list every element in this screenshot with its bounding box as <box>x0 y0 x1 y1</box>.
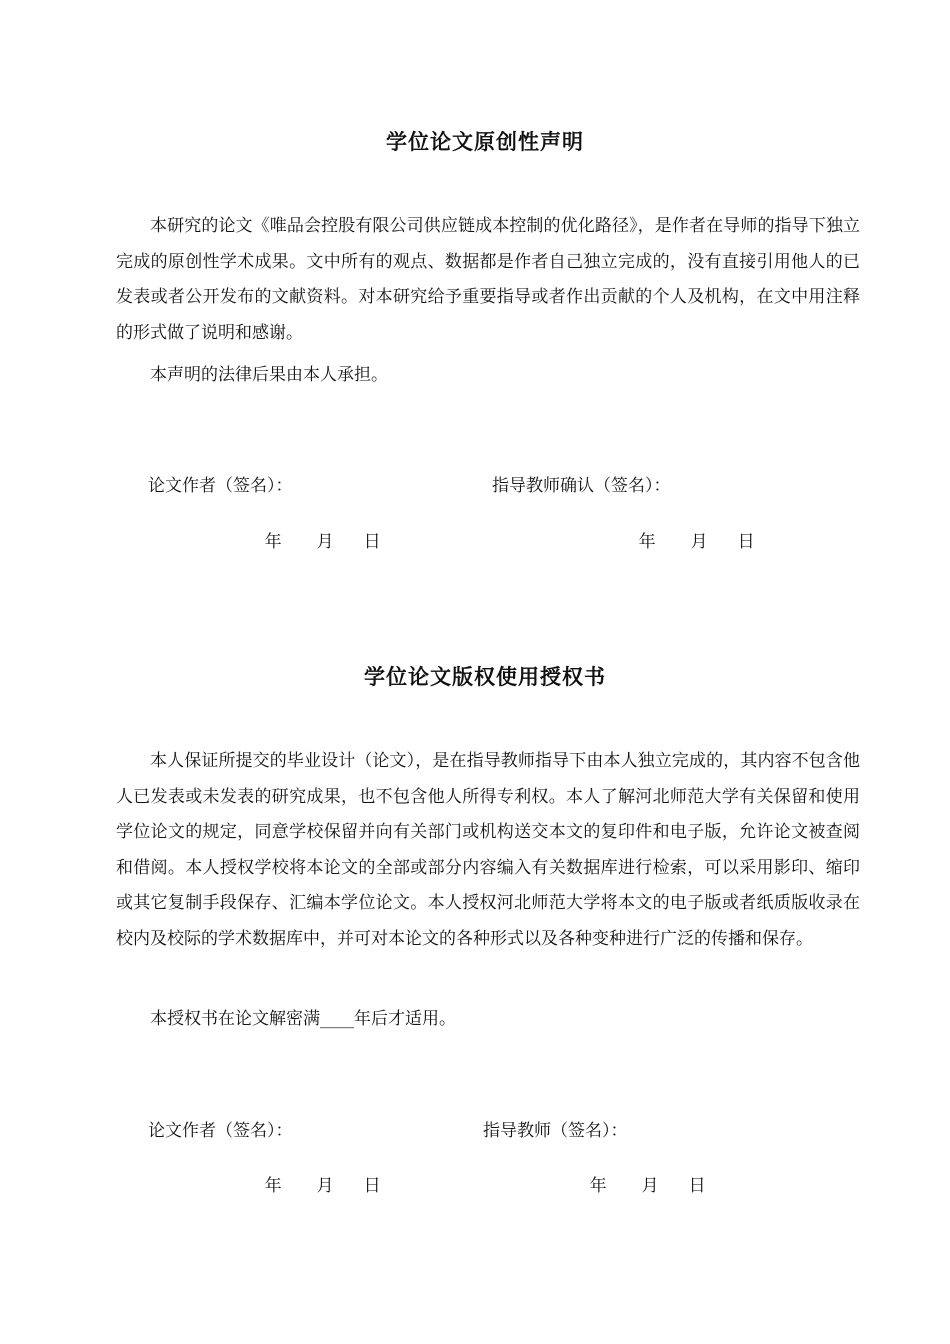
declaration-advisor-date <box>617 507 755 572</box>
declaration-title: 学位论文原创性声明 <box>386 130 584 154</box>
date-month: 月 <box>641 1176 659 1196</box>
date-month: 月 <box>316 532 334 552</box>
declaration-paragraph: 本研究的论文《唯品会控股有限公司供应链成本控制的优化路径》，是作者在导师的指导下独立完成的原创性学术成果。文中所有的观点、数据都是作者自己独立完成的，没有直接引用他人的已发表或者公开发布的文献资料。对本研究给予重要指导或者作出贡献的个人及机构，在文中用注释的形式做了说明和感谢。 <box>116 216 860 343</box>
date-day: 日 <box>363 1176 381 1196</box>
authorization-advisor-signature-label: 指导教师（签名）： <box>483 1121 628 1141</box>
date-year: 年 <box>264 1176 282 1196</box>
date-day: 日 <box>737 532 755 552</box>
declaration-author-signature-label: 论文作者（签名）： <box>148 476 293 496</box>
date-year: 年 <box>264 532 282 552</box>
authorization-advisor-date <box>568 1151 706 1216</box>
declaration-advisor-signature-label: 指导教师确认（签名）： <box>492 476 671 496</box>
date-month: 月 <box>316 1176 334 1196</box>
declaration-paragraph: 本声明的法律后果由本人承担。 <box>150 365 388 385</box>
authorization-paragraph: 本人保证所提交的毕业设计（论文），是在指导教师指导下由本人独立完成的，其内容不包含他人已发表或未发表的研究成果，也不包含他人所得专利权。本人了解河北师范大学有关保留和使用学位论文的规定，同意学校保留并向有关部门或机构送交本文的复印件和电子版，允许论文被查阅和借阅。本人授权学校将本论文的全部或部分内容编入有关数据库进行检索，可以采用影印、缩印或其它复制手段保存、汇编本学位论文。本人授权河北师范大学将本文的电子版或者纸质版收录在校内及校际的学术数据库中，并可对本论文的各种形式以及各种变种进行广泛的传播和保存。 <box>116 751 860 949</box>
authorization-title: 学位论文版权使用授权书 <box>364 665 606 689</box>
date-day: 日 <box>688 1176 706 1196</box>
date-year: 年 <box>638 532 656 552</box>
date-month: 月 <box>690 532 708 552</box>
declaration-author-date <box>243 507 381 572</box>
date-year: 年 <box>589 1176 607 1196</box>
date-day: 日 <box>363 532 381 552</box>
authorization-paragraph: 本授权书在论文解密满____年后才适用。 <box>150 1009 456 1029</box>
authorization-author-date <box>243 1151 381 1216</box>
authorization-author-signature-label: 论文作者（签名）： <box>148 1121 293 1141</box>
